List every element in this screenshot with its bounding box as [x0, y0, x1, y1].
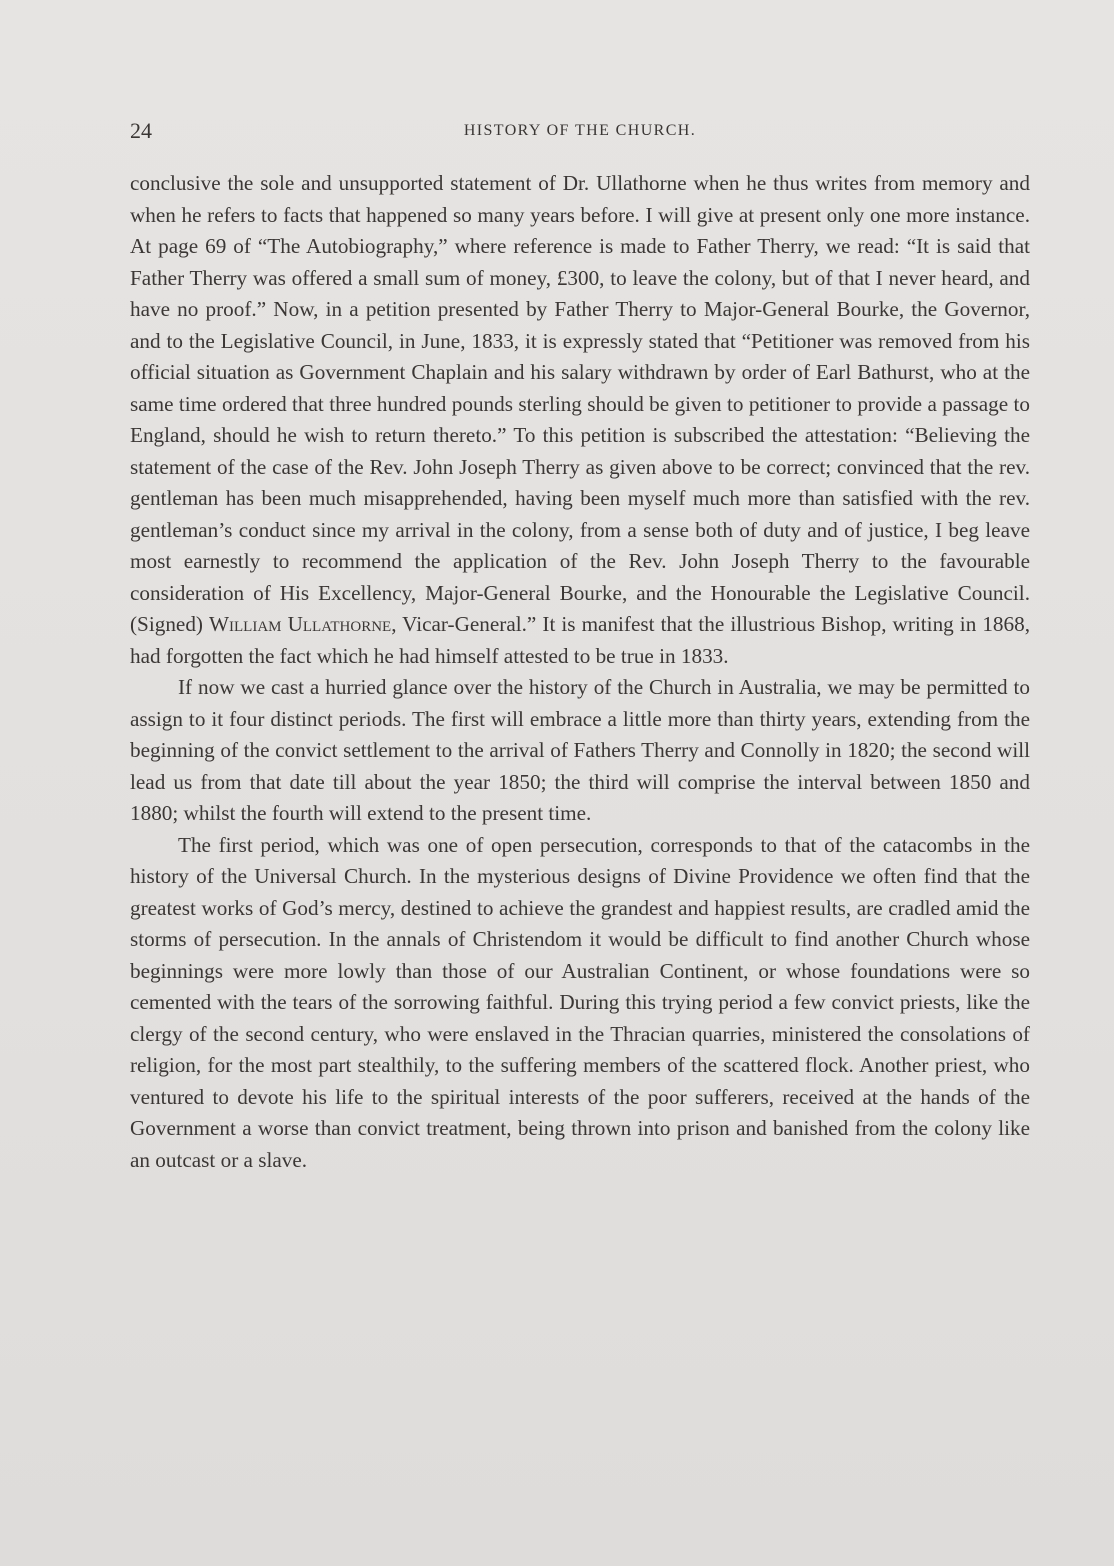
signature-name: William Ullathorne [209, 612, 392, 636]
paragraph-first-period: The first period, which was one of open persecution, corresponds to that of the catacombs in the history of the Universal Church. In the mysterious designs of Divine Providence we often find that the greatest works of God’s mercy, destined to achieve the grandest and happiest results, are cradled amid the storms of persecution. In the annals of Christendom it would be difficult to find another Church whose beginnings were more lowly than those of our Australian Continent, or whose foundations were so cemented with the tears of the sorrowing faithful. During this trying period a few convict priests, like the clergy of the second century, who were enslaved in the Thracian quarries, ministered the consolations of religion, for the most part stealthily, to the suffering members of the scattered flock. Another priest, who ventured to devote his life to the spiritual interests of the poor sufferers, received at the hands of the Government a worse than convict treatment, being thrown into prison and banished from the colony like an outcast or a slave. [130, 832, 1030, 1172]
paragraph-periods: If now we cast a hurried glance over the history of the Church in Australia, we may be permitted to assign to it four distinct periods. The first will embrace a little more than thirty years, extending from the beginning of the convict settlement to the arrival of Fathers Therry and Connolly in 1820; the second will lead us from that date till about the year 1850; the third will comprise the interval between 1850 and 1880; whilst the fourth will extend to the present time. [130, 675, 1030, 825]
page-number: 24 [130, 118, 152, 143]
paragraph-continuation [130, 168, 1030, 672]
body-text [130, 168, 1030, 1176]
page-header [130, 118, 1030, 148]
paragraph-text: , Vicar-General.” It is manifest that the illustrious Bishop, writing in 1868, had forgotten the fact which he had himself attested to be true in 1833. [130, 612, 1031, 668]
running-title: HISTORY OF THE CHURCH. [463, 122, 697, 139]
paragraph-text: conclusive the sole and unsupported statement of Dr. Ullathorne when he thus writes from memory and when he refers to facts that happened so many years before. I will give at present only one more instance. At page 69 of “The Autobiography,” where reference is made to Father Therry, we read: “It is said that Father Therry was offered a small sum of money, £300, to leave the colony, but of that I never heard, and have no proof.” Now, in a petition presented by Father Therry to Major-General Bourke, the Governor, and to the Legislative Council, in June, 1833, it is expressly stated that “Petitioner was removed from his official situation as Government Chaplain and his salary withdrawn by order of Earl Bathurst, who at the same time ordered that three hundred pounds sterling should be given to petitioner to provide a passage to England, should he wish to return thereto.” To this petition is subscribed the attestation: “Believing the statement of the case of the Rev. John Joseph Therry as given above to be correct; convinced that the rev. gentleman has been much misapprehended, having been myself much more than satisfied with the rev. gentleman’s conduct since my arrival in the colony, from a sense both of duty and of justice, I beg leave most earnestly to recommend the application of the Rev. John Joseph Therry to the favourable consideration of His Excellency, Major-General Bourke, and the Honourable the Legislative Council. (Signed) [130, 171, 1030, 636]
